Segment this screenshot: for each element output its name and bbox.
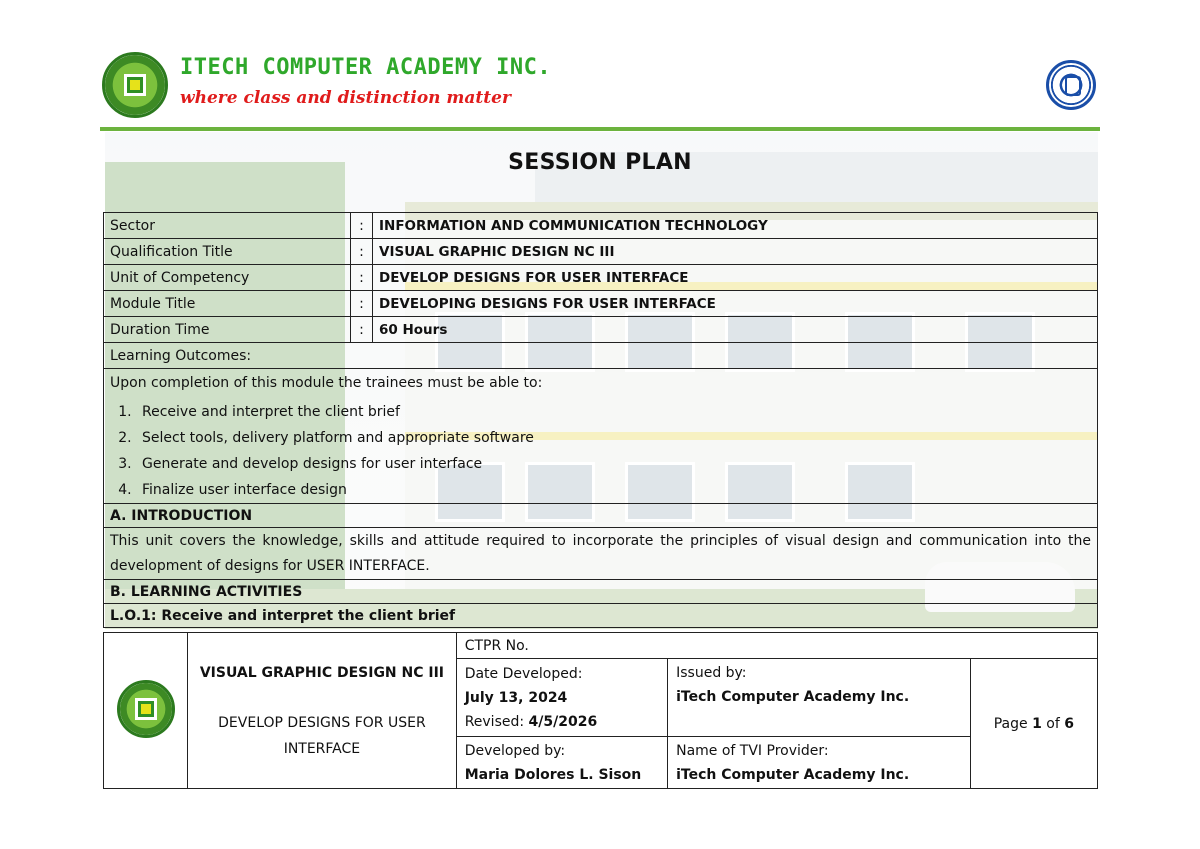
detail-colon: : [351, 317, 373, 343]
section-heading: B. LEARNING ACTIVITIES [104, 580, 1098, 604]
footer-qualification: VISUAL GRAPHIC DESIGN NC III [199, 664, 445, 681]
detail-row-module [104, 291, 1098, 317]
learning-outcomes-lead: Upon completion of this module the trainees must be able to: [110, 375, 543, 391]
list-item: 3. Generate and develop designs for user interface [136, 451, 1091, 477]
revised-date: 4/5/2026 [528, 713, 598, 730]
detail-label: Duration Time [104, 317, 351, 343]
session-plan-table [103, 212, 1098, 628]
developed-by: Maria Dolores L. Sison [464, 766, 642, 783]
page-title: SESSION PLAN [508, 150, 692, 175]
detail-row-qualification [104, 239, 1098, 265]
introduction-text-row [104, 528, 1098, 580]
detail-label: Qualification Title [104, 239, 351, 265]
list-item: 2. Select tools, delivery platform and appropriate software [136, 425, 1091, 451]
section-heading: A. INTRODUCTION [104, 504, 1098, 528]
date-developed-label: Date Developed: [464, 665, 583, 682]
issued-by: iTech Computer Academy Inc. [676, 689, 910, 705]
detail-label: Sector [104, 213, 351, 239]
list-item: 1. Receive and interpret the client brief [136, 399, 1091, 425]
detail-label: Module Title [104, 291, 351, 317]
developed-by-label: Developed by: [464, 742, 566, 759]
document-footer-table [103, 632, 1098, 789]
detail-value: DEVELOP DESIGNS FOR USER INTERFACE [373, 265, 1098, 291]
tesda-seal-icon [1046, 60, 1096, 110]
detail-value: VISUAL GRAPHIC DESIGN NC III [373, 239, 1098, 265]
footer-unit: DEVELOP DESIGNS FOR USER INTERFACE [218, 714, 426, 757]
introduction-text: This unit covers the knowledge, skills and attitude required to incorporate the principles of visual design and communication into the development of designs for USER INTERFACE. [104, 528, 1098, 580]
letterhead [100, 50, 1100, 132]
date-developed: July 13, 2024 [464, 689, 568, 706]
ctpr-number: CTPR No. [456, 633, 1097, 659]
learning-outcomes-list [136, 399, 1091, 503]
academy-logo [117, 680, 175, 738]
detail-colon: : [351, 291, 373, 317]
page-indicator: Page 1 of 6 [970, 659, 1097, 789]
detail-value: INFORMATION AND COMMUNICATION TECHNOLOGY [373, 213, 1098, 239]
issued-by-label: Issued by: [676, 665, 747, 681]
revised-line [465, 710, 659, 734]
revised-label: Revised: [464, 713, 525, 730]
detail-row-duration [104, 317, 1098, 343]
learning-outcomes-label: Learning Outcomes: [104, 343, 1098, 369]
detail-colon: : [351, 213, 373, 239]
introduction-heading-row [104, 504, 1098, 528]
detail-colon: : [351, 239, 373, 265]
tvi-provider: iTech Computer Academy Inc. [676, 766, 910, 783]
detail-row-unit [104, 265, 1098, 291]
institution-name: ITECH COMPUTER ACADEMY INC. [180, 55, 552, 80]
learning-outcomes-row [104, 369, 1098, 504]
learning-outcomes-label-row [104, 343, 1098, 369]
list-item: 4. Finalize user interface design [136, 477, 1091, 503]
detail-value: DEVELOPING DESIGNS FOR USER INTERFACE [373, 291, 1098, 317]
lo1-heading: L.O.1: Receive and interpret the client brief [104, 604, 1098, 628]
activities-heading-row [104, 580, 1098, 604]
header-divider [100, 127, 1100, 131]
tvi-provider-label: Name of TVI Provider: [676, 742, 829, 759]
detail-colon: : [351, 265, 373, 291]
lo1-row [104, 604, 1098, 628]
detail-value: 60 Hours [373, 317, 1098, 343]
detail-label: Unit of Competency [104, 265, 351, 291]
academy-logo [102, 52, 168, 118]
detail-row-sector [104, 213, 1098, 239]
institution-tagline: where class and distinction matter [180, 88, 511, 108]
